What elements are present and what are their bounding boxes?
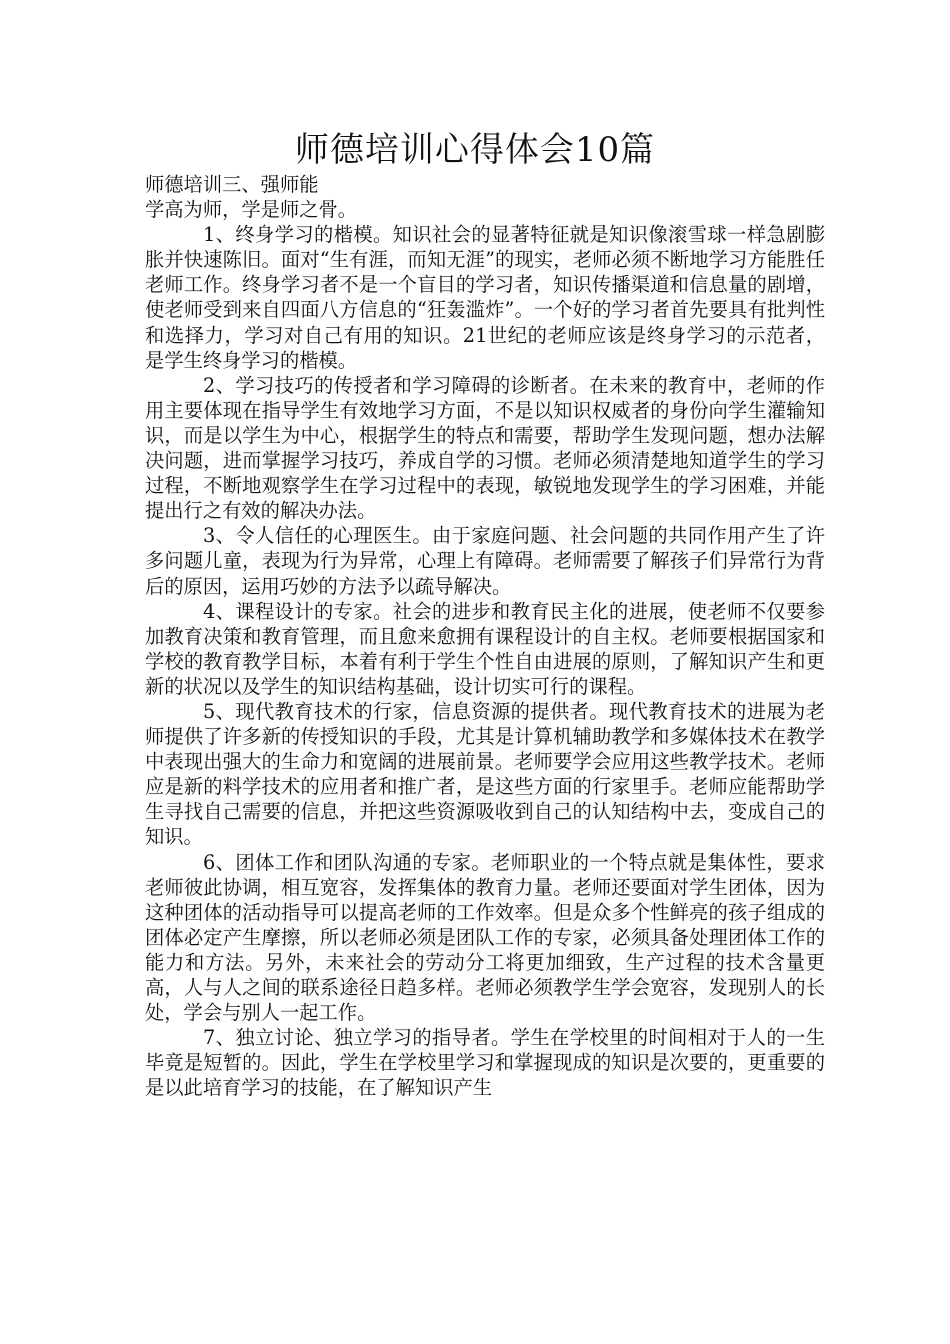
lead-sentence: 学高为师，学是师之骨。 (145, 198, 358, 222)
paragraph-4: 4、课程设计的专家。社会的进步和教育民主化的进展，使老师不仅要参加教育决策和教育管理，而且愈来愈拥有课程设计的自主权。老师要根据国家和学校的教育教学目标，本着有利于学生个性自由进展的原则，了解知识产生和更新的状况以及学生的知识结构基础，设计切实可行的课程。 (145, 599, 825, 698)
paragraph-6: 6、团体工作和团队沟通的专家。老师职业的一个特点就是集体性，要求老师彼此协调，相互宽容，发挥集体的教育力量。老师还要面对学生团体，因为这种团体的活动指导可以提高老师的工作效率。但是众多个性鲜亮的孩子组成的团体必定产生摩擦，所以老师必须是团队工作的专家，必须具备处理团体工作的能力和方法。另外，未来社会的劳动分工将更加细致，生产过程的技术含量更高，人与人之间的联系途径日趋多样。老师必须教学生学会宽容，发现别人的长处，学会与别人一起工作。 (145, 850, 825, 1025)
paragraph-3: 3、令人信任的心理医生。由于家庭问题、社会问题的共同作用产生了许多问题儿童，表现为行为异常，心理上有障碍。老师需要了解孩子们异常行为背后的原因，运用巧妙的方法予以疏导解决。 (145, 524, 825, 598)
section-heading: 师德培训三、强师能 (145, 173, 319, 196)
paragraph-7: 7、独立讨论、独立学习的指导者。学生在学校里的时间相对于人的一生毕竟是短暂的。因此，学生在学校里学习和掌握现成的知识是次要的，更重要的是以此培育学习的技能，在了解知识产生 (145, 1026, 825, 1100)
document-body (145, 172, 825, 1100)
paragraph-2: 2、学习技巧的传授者和学习障碍的诊断者。在未来的教育中，老师的作用主要体现在指导学生有效地学习方面，不是以知识权威者的身份向学生灌输知识，而是以学生为中心，根据学生的特点和需要，帮助学生发现问题，想办法解决问题，进而掌握学习技巧，养成自学的习惯。老师必须清楚地知道学生的学习过程，不断地观察学生在学习过程中的表现，敏锐地发现学生的学习困难，并能提出行之有效的解决办法。 (145, 373, 825, 523)
paragraph-1: 1、终身学习的楷模。知识社会的显著特征就是知识像滚雪球一样急剧膨胀并快速陈旧。面对“生有涯，而知无涯”的现实，老师必须不断地学习方能胜任老师工作。终身学习者不是一个盲目的学习者，知识传播渠道和信息量的剧增，使老师受到来自四面八方信息的“狂轰滥炸”。一个好的学习者首先要具有批判性和选择力，学习对自己有用的知识。21世纪的老师应该是终身学习的示范者，是学生终身学习的楷模。 (145, 223, 825, 372)
paragraph-5: 5、现代教育技术的行家，信息资源的提供者。现代教育技术的进展为老师提供了许多新的传授知识的手段，尤其是计算机辅助教学和多媒体技术在教学中表现出强大的生命力和宽阔的进展前景。老师要学会应用这些教学技术。老师应是新的料学技术的应用者和推广者，是这些方面的行家里手。老师应能帮助学生寻找自己需要的信息，并把这些资源吸收到自己的认知结构中去，变成自己的知识。 (145, 699, 825, 849)
document-title: 师德培训心得体会10篇 (294, 130, 656, 170)
